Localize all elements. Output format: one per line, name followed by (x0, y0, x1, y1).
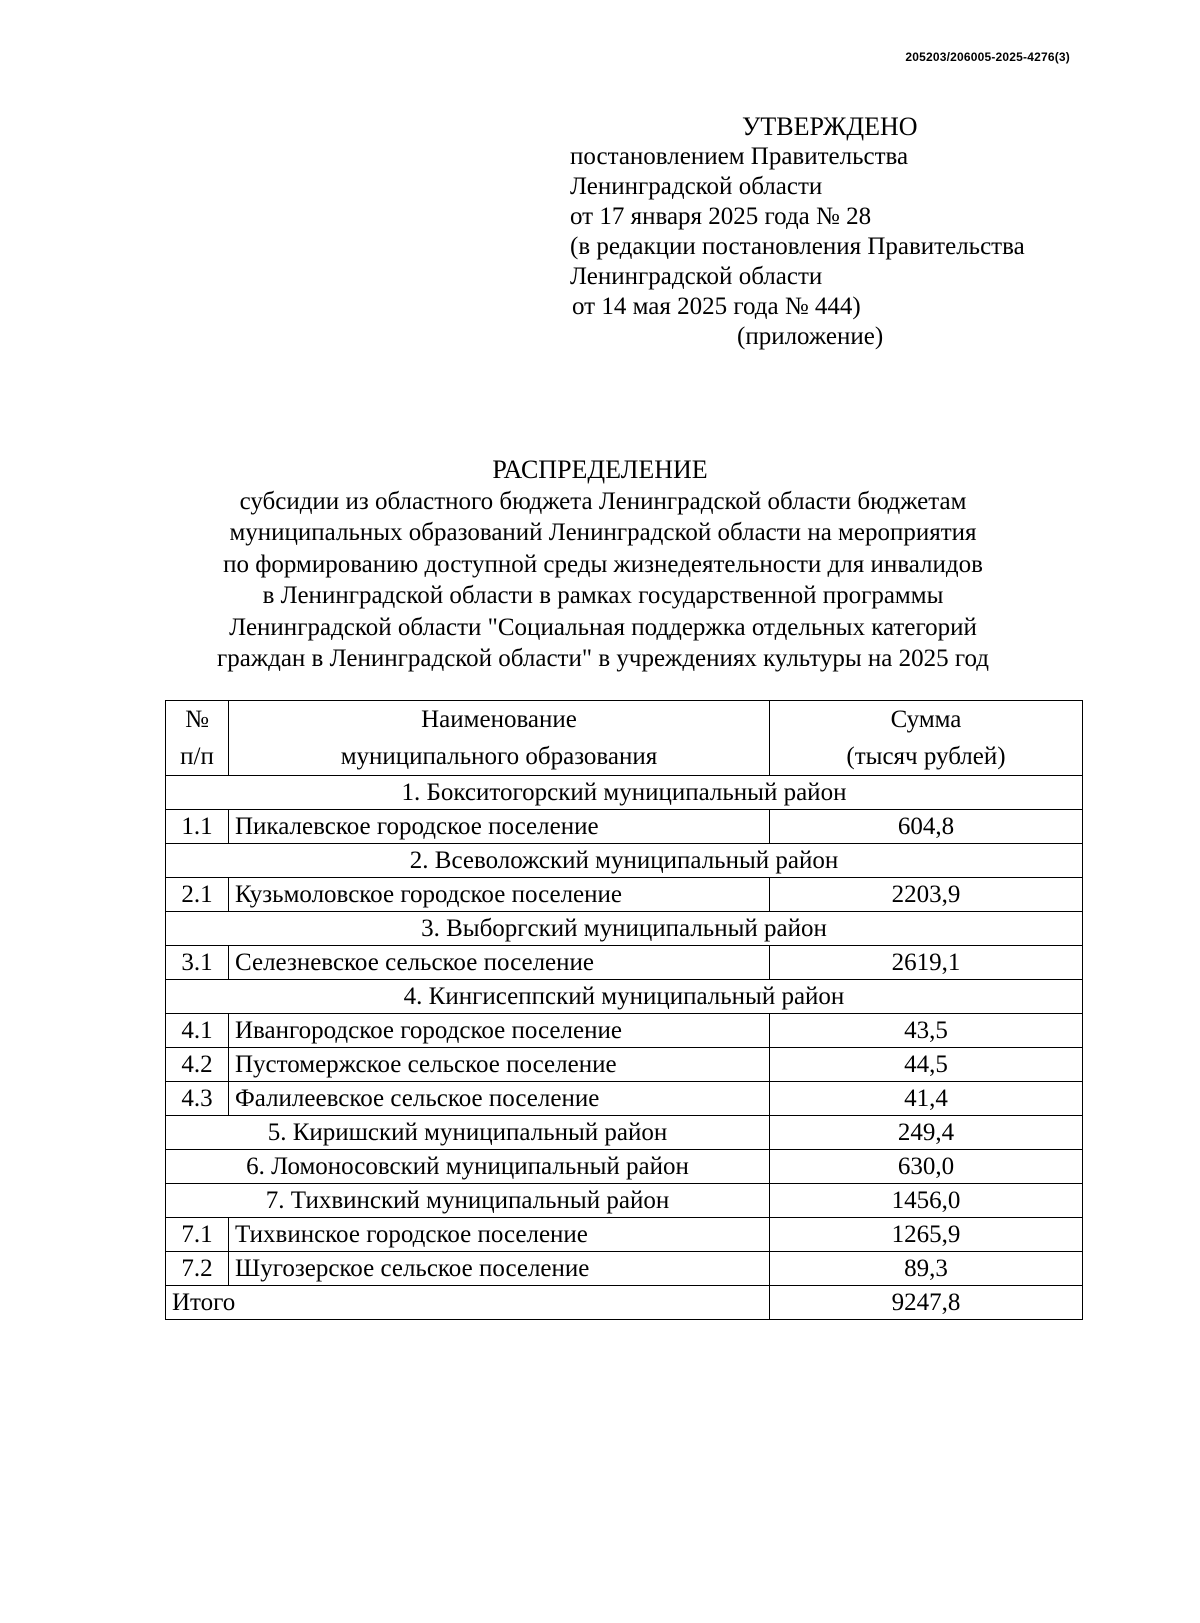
approval-line: от 17 января 2025 года № 28 (570, 203, 872, 230)
header-name-line2: муниципального образования (340, 743, 658, 770)
district-sum: 1456,0 (770, 1184, 1083, 1218)
table-row (166, 946, 1083, 980)
row-sum: 2203,9 (770, 878, 1083, 912)
row-name: Селезневское сельское поселение (229, 946, 770, 980)
header-number (166, 701, 229, 776)
district-row (166, 912, 1083, 946)
row-name: Пустомержское сельское поселение (229, 1048, 770, 1082)
district-sum: 249,4 (770, 1116, 1083, 1150)
row-sum: 41,4 (770, 1082, 1083, 1116)
approval-line: от 14 мая 2025 года № 444) (572, 293, 861, 320)
district-title: 5. Киришский муниципальный район (166, 1116, 770, 1150)
subtitle-line: в Ленинградской области в рамках государственной программы (262, 582, 944, 609)
row-sum: 604,8 (770, 810, 1083, 844)
table-row (166, 1048, 1083, 1082)
subtitle-line: субсидии из областного бюджета Ленинградской области бюджетам (239, 487, 967, 515)
header-sum (770, 701, 1083, 776)
document-number: 205203/206005-2025-4276(3) (905, 50, 1070, 64)
row-name: Пикалевское городское поселение (229, 810, 770, 844)
row-number: 7.1 (166, 1218, 229, 1252)
district-row (166, 776, 1083, 810)
distribution-table (165, 700, 1083, 1320)
subtitle-line: Ленинградской области "Социальная поддержка отдельных категорий (229, 613, 977, 641)
row-sum: 89,3 (770, 1252, 1083, 1286)
approval-line: Ленинградской области (570, 173, 823, 200)
total-sum: 9247,8 (770, 1286, 1083, 1320)
row-sum: 44,5 (770, 1048, 1083, 1082)
approval-heading: УТВЕРЖДЕНО (742, 112, 918, 141)
row-sum: 2619,1 (770, 946, 1083, 980)
header-number-line1: № (185, 706, 209, 733)
row-number: 7.2 (166, 1252, 229, 1286)
subtitle-line: по формированию доступной среды жизнедеятельности для инвалидов (223, 550, 983, 578)
document-title: РАСПРЕДЕЛЕНИЕ (492, 455, 708, 484)
subtitle-line: граждан в Ленинградской области" в учреждениях культуры на 2025 год (216, 645, 990, 672)
district-title: 2. Всеволожский муниципальный район (166, 844, 1083, 878)
subtitle-line: муниципальных образований Ленинградской области на мероприятия (229, 519, 977, 546)
table-row (166, 1014, 1083, 1048)
table-row (166, 1252, 1083, 1286)
table-header-row (166, 701, 1083, 776)
table-row (166, 878, 1083, 912)
row-sum: 43,5 (770, 1014, 1083, 1048)
district-sum-row (166, 1116, 1083, 1150)
row-name: Кузьмоловское городское поселение (229, 878, 770, 912)
district-title: 4. Кингисеппский муниципальный район (166, 980, 1083, 1014)
district-title: 1. Бокситогорский муниципальный район (166, 776, 1083, 810)
row-number: 3.1 (166, 946, 229, 980)
row-number: 4.3 (166, 1082, 229, 1116)
header-number-line2: п/п (180, 743, 214, 770)
district-title: 6. Ломоносовский муниципальный район (166, 1150, 770, 1184)
header-sum-line1: Сумма (890, 706, 962, 733)
row-name: Шугозерское сельское поселение (229, 1252, 770, 1286)
row-name: Тихвинское городское поселение (229, 1218, 770, 1252)
district-sum: 630,0 (770, 1150, 1083, 1184)
approval-line: Ленинградской области (570, 263, 823, 290)
district-row (166, 980, 1083, 1014)
district-sum-row (166, 1184, 1083, 1218)
district-title: 7. Тихвинский муниципальный район (166, 1184, 770, 1218)
row-name: Ивангородское городское поселение (229, 1014, 770, 1048)
approval-line: (в редакции постановления Правительства (570, 233, 1025, 260)
row-sum: 1265,9 (770, 1218, 1083, 1252)
row-number: 1.1 (166, 810, 229, 844)
total-label: Итого (166, 1286, 770, 1320)
approval-line: постановлением Правительства (570, 143, 909, 170)
header-sum-line2: (тысяч рублей) (846, 743, 1006, 770)
header-name-line1: Наименование (421, 706, 577, 733)
approval-line: (приложение) (737, 323, 884, 350)
total-row (166, 1286, 1083, 1320)
row-number: 4.2 (166, 1048, 229, 1082)
row-number: 2.1 (166, 878, 229, 912)
table-row (166, 1218, 1083, 1252)
district-row (166, 844, 1083, 878)
table-row (166, 1082, 1083, 1116)
header-name (229, 701, 770, 776)
district-title: 3. Выборгский муниципальный район (166, 912, 1083, 946)
table-row (166, 810, 1083, 844)
approval-stamp (570, 112, 1025, 352)
district-sum-row (166, 1150, 1083, 1184)
document-title-block (0, 454, 1200, 675)
row-name: Фалилеевское сельское поселение (229, 1082, 770, 1116)
row-number: 4.1 (166, 1014, 229, 1048)
